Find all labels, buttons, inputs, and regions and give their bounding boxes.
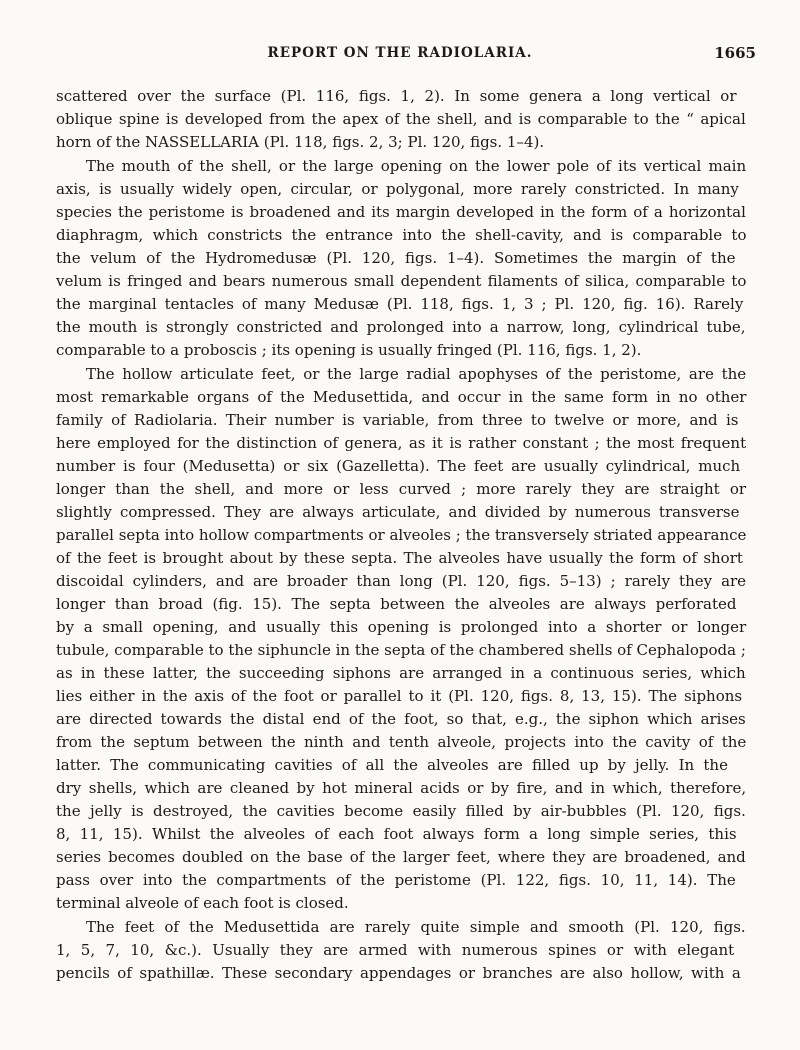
text-line: 8, 11, 15). Whilst the alveoles of each foot always form a long simple series, this: [56, 825, 737, 843]
text-line: scattered over the surface (Pl. 116, figs. 1, 2). In some genera a long vertical or: [56, 87, 737, 105]
text-line: most remarkable organs of the Medusettida, and occur in the same form in no other: [56, 388, 747, 406]
text-line: latter. The communicating cavities of all the alveoles are filled up by jelly. In the: [56, 756, 728, 774]
text-line: of the feet is brought about by these septa. The alveoles have usually the form of short: [56, 549, 743, 567]
text-line: the marginal tentacles of many Medusæ (Pl. 118, figs. 1, 3 ; Pl. 120, fig. 16). Rarely: [56, 295, 744, 313]
text-line: pass over into the compartments of the peristome (Pl. 122, figs. 10, 11, 14). The: [56, 871, 736, 889]
text-line: as in these latter, the succeeding siphons are arranged in a continuous series, which: [56, 664, 746, 682]
text-line: species the peristome is broadened and its margin developed in the form of a horizontal: [56, 203, 746, 221]
paragraph-first-line: The mouth of the shell, or the large opening on the lower pole of its vertical main: [86, 157, 747, 175]
text-line: from the septum between the ninth and tenth alveole, projects into the cavity of the: [56, 733, 747, 751]
text-line: comparable to a proboscis ; its opening is usually fringed (Pl. 116, figs. 1, 2).: [56, 341, 642, 359]
paragraph-first-line: The feet of the Medusettida are rarely quite simple and smooth (Pl. 120, figs.: [86, 918, 746, 936]
text-line: terminal alveole of each foot is closed.: [56, 894, 349, 912]
text-line: lies either in the axis of the foot or parallel to it (Pl. 120, figs. 8, 13, 15). The siphons: [56, 687, 743, 705]
text-line: series becomes doubled on the base of the larger feet, where they are broadened, and: [56, 848, 746, 866]
page-number: 1665: [714, 44, 756, 62]
text-line: here employed for the distinction of genera, as it is rather constant ; the most frequent: [56, 434, 747, 452]
text-line: pencils of spathillæ. These secondary appendages or branches are also hollow, with a: [56, 964, 741, 982]
text-line: are directed towards the distal end of the foot, so that, e.g., the siphon which arises: [56, 710, 746, 728]
text-line: number is four (Medusetta) or six (Gazelletta). The feet are usually cylindrical, much: [56, 457, 741, 475]
text-line: 1, 5, 7, 10, &c.). Usually they are armed with numerous spines or with elegant: [56, 941, 735, 959]
text-line: discoidal cylinders, and are broader than long (Pl. 120, figs. 5–13) ; rarely they are: [56, 572, 747, 590]
text-line: the velum of the Hydromedusæ (Pl. 120, figs. 1–4). Sometimes the margin of the: [56, 249, 736, 267]
text-line: axis, is usually widely open, circular, or polygonal, more rarely constricted. In many: [56, 180, 739, 198]
text-line: diaphragm, which constricts the entrance into the shell-cavity, and is comparable to: [56, 226, 747, 244]
text-line: the jelly is destroyed, the cavities become easily filled by air-bubbles (Pl. 120, figs.: [56, 802, 746, 820]
text-line: dry shells, which are cleaned by hot mineral acids or by fire, and in which, therefore,: [56, 779, 747, 797]
text-line: oblique spine is developed from the apex of the shell, and is comparable to the “ apical: [56, 110, 746, 128]
text-line: velum is fringed and bears numerous small dependent filaments of silica, comparable to: [56, 272, 747, 290]
text-line: the mouth is strongly constricted and prolonged into a narrow, long, cylindrical tube,: [56, 318, 746, 336]
text-line: family of Radiolaria. Their number is variable, from three to twelve or more, and is: [56, 411, 739, 429]
text-line: slightly compressed. They are always articulate, and divided by numerous transverse: [56, 503, 740, 521]
text-line: longer than broad (fig. 15). The septa between the alveoles are always perforated: [56, 595, 737, 613]
text-line: horn of the NASSELLARIA (Pl. 118, figs. 2, 3; Pl. 120, figs. 1–4).: [56, 133, 545, 151]
text-line: tubule, comparable to the siphuncle in the septa of the chambered shells of Cephalopoda ;: [56, 641, 746, 659]
text-line: longer than the shell, and more or less curved ; more rarely they are straight or: [56, 480, 747, 498]
paragraph-first-line: The hollow articulate feet, or the large radial apophyses of the peristome, are the: [86, 365, 747, 383]
text-line: by a small opening, and usually this opening is prolonged into a shorter or longer: [56, 618, 747, 636]
text-line: parallel septa into hollow compartments or alveoles ; the transversely striated appearance: [56, 526, 747, 544]
running-header: REPORT ON THE RADIOLARIA.: [267, 45, 533, 61]
